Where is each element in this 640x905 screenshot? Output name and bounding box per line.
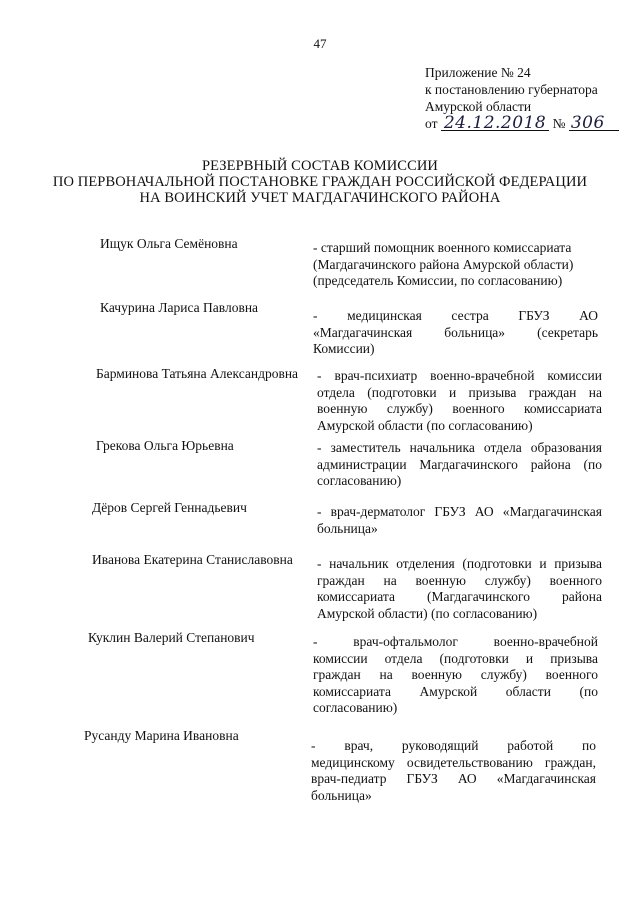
description-line: - врач-психиатр военно-врачебной комиссии — [317, 368, 602, 383]
member-name: Иванова Екатерина Станиславовна — [92, 552, 293, 567]
page-number: 47 — [313, 36, 327, 51]
member-description — [313, 634, 598, 717]
description-line: «Магдагачинская больница» (секретарь — [313, 324, 598, 340]
description-line: отдела (подготовки и призыва граждан на — [317, 384, 602, 400]
description-line: - врач-дерматолог ГБУЗ АО «Магдагачинская — [317, 504, 602, 519]
description-line: комиссариата (Магдагачинского района — [317, 589, 602, 604]
description-line: медицинскому освидетельствованию граждан, — [311, 754, 596, 770]
description-line: больница» — [317, 520, 378, 536]
member-description — [317, 556, 602, 622]
description-line: - старший помощник военного комиссариата — [313, 240, 572, 255]
member-description — [317, 440, 602, 490]
description-line: граждан на военную службу) военного — [313, 667, 598, 682]
member-name: Дёров Сергей Геннадьевич — [92, 500, 247, 515]
description-line: комиссариата Амурской области (по — [313, 683, 598, 699]
description-line: Амурской области) (по согласованию) — [317, 605, 538, 621]
member-name: Куклин Валерий Степанович — [88, 630, 255, 645]
description-line: военную службу) военного комиссариата — [317, 401, 602, 416]
description-line: - врач, руководящий работой по — [311, 738, 596, 753]
appendix-resolution-line: к постановлению губернатора — [425, 82, 598, 97]
description-line: врач-педиатр ГБУЗ АО «Магдагачинская — [311, 771, 596, 786]
description-line: согласованию) — [317, 473, 402, 488]
member-description — [313, 240, 598, 290]
description-line: больница» — [311, 787, 372, 803]
description-line: Амурской области (по согласованию) — [317, 417, 533, 433]
description-line: - начальник отделения (подготовки и призыва — [317, 556, 602, 571]
member-name: Русанду Марина Ивановна — [84, 728, 239, 743]
member-description — [317, 368, 602, 434]
description-line: (председатель Комиссии, по согласованию) — [313, 273, 563, 288]
member-description — [313, 308, 598, 358]
description-line: - заместитель начальника отдела образования — [317, 440, 602, 455]
appendix-date-number-line — [425, 115, 619, 132]
appendix-region-line: Амурской области — [425, 99, 532, 114]
member-name: Качурина Лариса Павловна — [100, 300, 259, 315]
handwritten-number: 306 — [569, 116, 619, 131]
description-line: граждан на военную службу) военного — [317, 572, 602, 588]
document-title — [0, 158, 640, 206]
number-label: № — [552, 116, 566, 131]
member-description — [311, 738, 596, 804]
description-line: администрации Магдагачинского района (по — [317, 456, 602, 472]
description-line: (Магдагачинского района Амурской области) — [313, 256, 574, 272]
description-line: - врач-офтальмолог военно-врачебной — [313, 634, 598, 649]
description-line: согласованию) — [313, 700, 398, 715]
appendix-title: Приложение № 24 — [425, 65, 531, 80]
title-line-3: НА ВОИНСКИЙ УЧЕТ МАГДАГАЧИНСКОГО РАЙОНА — [139, 190, 501, 206]
member-name: Ищук Ольга Семёновна — [100, 236, 238, 251]
title-line-1: РЕЗЕРВНЫЙ СОСТАВ КОМИССИИ — [202, 158, 438, 174]
appendix-block — [425, 64, 619, 132]
description-line: Комиссии) — [313, 341, 375, 356]
member-name: Барминова Татьяна Александровна — [96, 366, 299, 381]
title-line-2: ПО ПЕРВОНАЧАЛЬНОЙ ПОСТАНОВКЕ ГРАЖДАН РОССИЙСКОЙ ФЕДЕРАЦИИ — [52, 174, 588, 190]
from-label: от — [425, 116, 438, 131]
description-line: - медицинская сестра ГБУЗ АО — [313, 308, 598, 323]
description-line: комиссии отдела (подготовки и призыва — [313, 650, 598, 666]
member-name: Грекова Ольга Юрьевна — [96, 438, 234, 453]
member-description — [317, 504, 602, 537]
handwritten-date: 24.12.2018 — [441, 116, 549, 131]
